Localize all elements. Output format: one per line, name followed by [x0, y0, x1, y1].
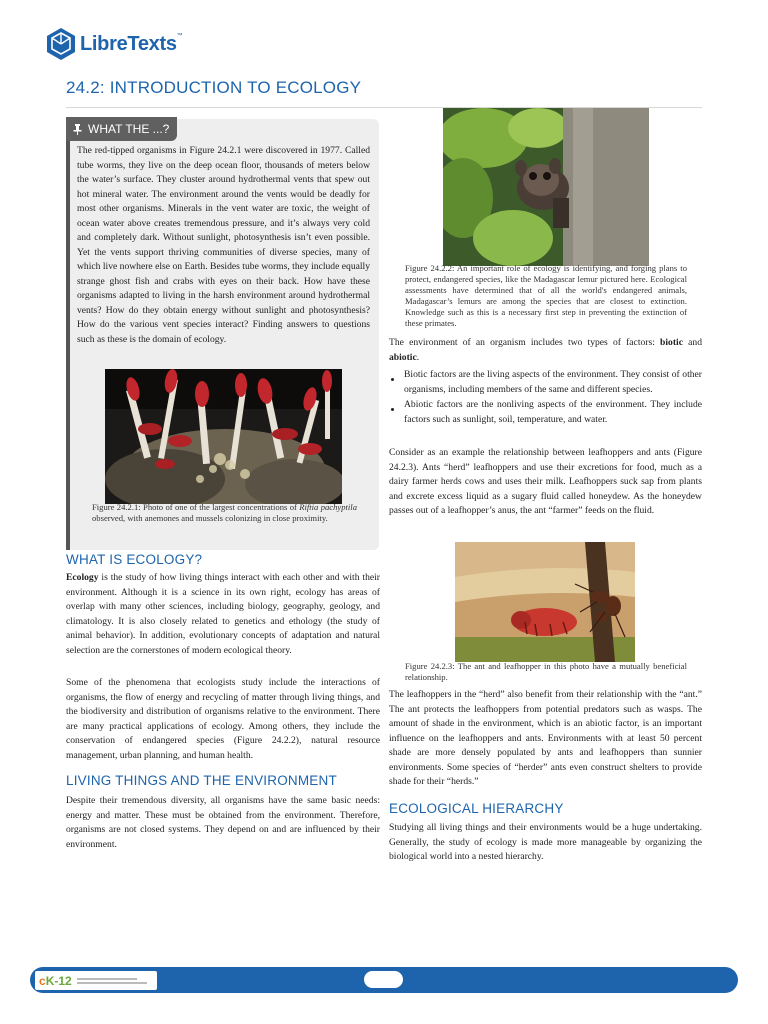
- figure-24-2-1-caption: [92, 502, 357, 524]
- list-item-biotic: Biotic factors are the living aspects of the environment. They consist of other organisms, including members of the same and different species.: [389, 368, 702, 397]
- caption-text-end: observed, with anemones and mussels colonizing in close proximity.: [92, 513, 328, 523]
- figure-24-2-3-caption: Figure 24.2.3: The ant and leafhopper in this photo have a mutually beneficial relationship.: [405, 661, 687, 682]
- factors-intro-text: The environment of an organism includes two types of factors:: [389, 337, 661, 348]
- list-item-abiotic: Abiotic factors are the nonliving aspects of the environment. They include factors such as sunlight, soil, temperature, and water.: [389, 398, 702, 427]
- period-text: .: [416, 351, 420, 363]
- ck12-logo[interactable]: [35, 971, 157, 990]
- caption-species-name: Riftia pachyptila: [299, 502, 357, 512]
- page-title: 24.2: INTRODUCTION TO ECOLOGY: [66, 78, 362, 97]
- ecological-hierarchy-heading: ECOLOGICAL HIERARCHY: [389, 801, 564, 816]
- figure-24-2-2-caption: Figure 24.2.2: An important role of ecology is identifying, and forging plans to protect, endangered species, like the Madagascar lemur pictured here. Ecological assessments have determined that of all the world's endangered animals, Madagascar’s lemurs are among the species that are closest to extinction. Knowledge such as this is a necessary first step in preventing the extinction of these primates.: [405, 263, 687, 328]
- ant-leafhopper-photo: [455, 542, 635, 662]
- leafhopper-example-paragraph: Consider as an example the relationship between leafhoppers and ants (Figure 24.2.3). Ants “herd” leafhoppers and use their excretions for food, much as a dairy farmer herds cows and uses their milk. Leafhoppers suck sap from plants and excrete excess liquid as a sugary fluid called honeydew. As the honeydew passes out of a leafhopper’s anus, the ant “farmer” feeds on the fluid.: [389, 447, 702, 516]
- factors-intro: [389, 336, 702, 365]
- what-is-ecology-paragraph-2: Some of the phenomena that ecologists study include the interactions of organisms, the flow of energy and recycling of matter through living things, and the biodiversity and distribution of organisms relative to the environment. There are many practical applications of ecology. Among others, they include the conservation of endangered species (Figure 24.2.2), natural resource management, urban planning, and human health.: [66, 677, 380, 761]
- page-number-pill: [364, 971, 403, 988]
- abiotic-term: abiotic: [389, 351, 417, 363]
- ck12-logo-text: cK-12: [39, 973, 72, 988]
- logo-text: LibreTexts™: [80, 32, 183, 55]
- lemur-photo: [443, 108, 649, 266]
- ck12-license-lines: [77, 978, 147, 984]
- living-things-paragraph: Despite their tremendous diversity, all organisms have the same basic needs: energy and matter. These must be obtained from the environment. Therefore, organisms are not closed systems. They depend on and are influenced by their environment.: [66, 795, 380, 850]
- libretexts-logo[interactable]: [46, 27, 182, 61]
- what-is-ecology-paragraph-1: [66, 571, 380, 658]
- paragraph-text: is the study of how living things interact with each other and with their environment. Although it is a science in its own right, ecology has areas of overlap with many other sciences, including biology, geography, geology, and climatology. It is also closely related to genetics and ethology (the study of animal behavior). In addition, evolutionary concepts of adaptation and natural selection are the cornerstones of modern ecological theory.: [66, 572, 380, 656]
- and-text: and: [682, 337, 702, 348]
- what-is-ecology-heading: WHAT IS ECOLOGY?: [66, 552, 203, 567]
- biotic-term: biotic: [660, 337, 683, 348]
- factors-list: [389, 368, 702, 428]
- callout-left-border: [66, 119, 70, 550]
- tube-worms-photo: [105, 369, 342, 504]
- what-the-paragraph: The red-tipped organisms in Figure 24.2.1 were discovered in 1977. Called tube worms, they live on the deep ocean floor, thousands of meters below the water’s surface. They cluster around hydrothermal vents that spew out hot mineral water. The environment around the vents would be deadly for most other organisms. Minerals in the vent water are toxic, the weight of ocean water above creates tremendous pressure, and it’s always very cold and completely dark. Without sunlight, photosynthesis isn’t even possible. Yet the vents support thriving communities of diverse species, many of which live nowhere else on Earth. Besides tube worms, they include equally strange ghost fish and crabs with eyes on their back. How have these organisms adapted to living in the harsh environment around hydrothermal vents? How do they obtain energy without sunlight and photosynthesis? How do the various vent species interact? Finding answers to questions such as these is the domain of ecology.: [77, 145, 370, 345]
- ecological-hierarchy-paragraph: Studying all living things and their environments would be a huge undertaking. Generally, the study of ecology is made more manageable by organizing the biological world into a nested hierarchy.: [389, 822, 702, 862]
- what-the-tab: [66, 117, 177, 141]
- what-the-tab-label: WHAT THE ...?: [88, 122, 170, 136]
- leafhopper-benefit-paragraph: The leafhoppers in the “herd” also benefit from their relationship with the “ant.” The ant protects the leafhoppers from potential predators such as wasps. The amount of shade in the environment, which is an abiotic factor, is an important influence on the leafhoppers and ants. Environments with at least 50 percent shade are more densely populated by ants and leafhoppers than sunnier environments. Some species of “herder” ants even construct shelters to provide shade for their “herds.”: [389, 689, 702, 787]
- libretexts-cube-icon: [46, 27, 76, 61]
- ecology-term: Ecology: [66, 572, 99, 583]
- living-things-heading: LIVING THINGS AND THE ENVIRONMENT: [66, 773, 337, 788]
- caption-text: Figure 24.2.1: Photo of one of the largest concentrations of: [92, 502, 300, 512]
- pushpin-icon: [73, 124, 82, 135]
